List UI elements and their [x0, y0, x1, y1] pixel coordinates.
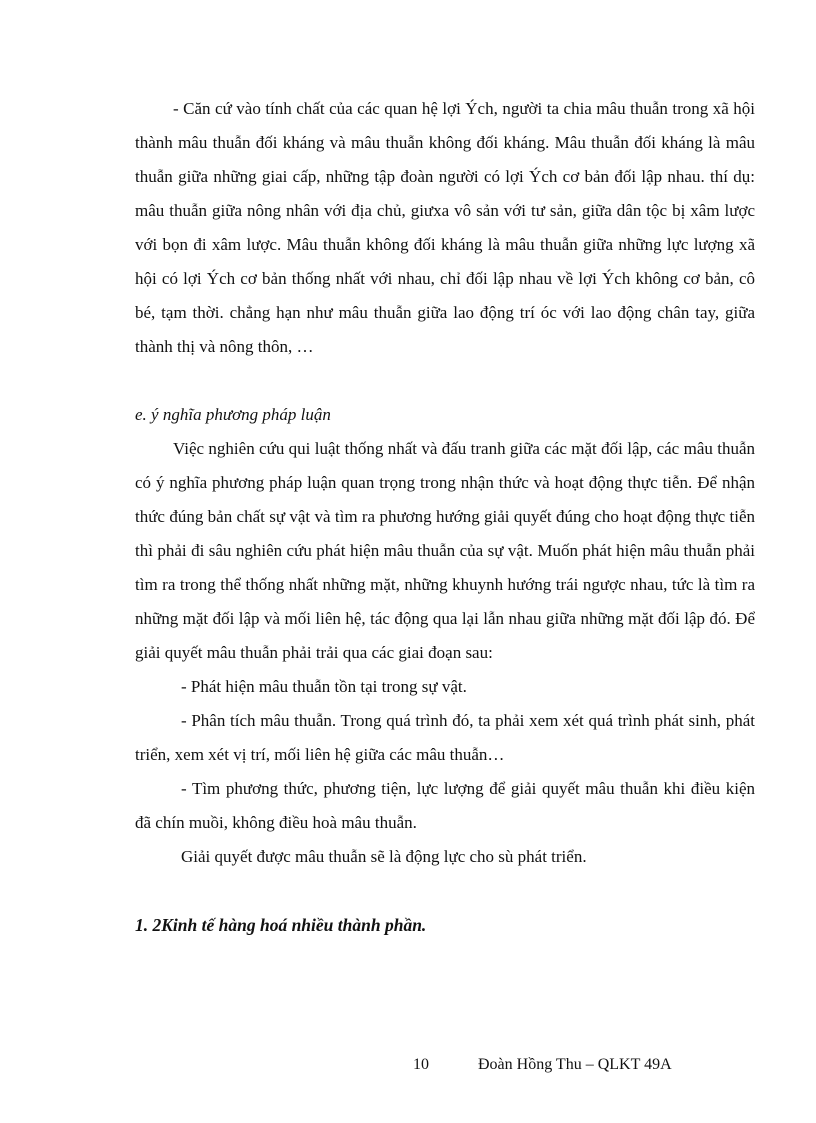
bullet-analyze-contradiction: - Phân tích mâu thuẫn. Trong quá trình đó, ta phải xem xét quá trình phát sinh, phát triển, xem xét vị trí, mối liên hệ giữa các mâu thuẫn…: [135, 711, 755, 764]
bullet-resolve-contradiction: - Tìm phương thức, phương tiện, lực lượng để giải quyết mâu thuẫn khi điều kiện đã chín muồi, không điều hoà mâu thuẫn.: [135, 779, 755, 832]
subheading-methodology: e. ý nghĩa phương pháp luận: [135, 405, 331, 424]
paragraph-conclusion: Giải quyết được mâu thuẫn sẽ là động lực cho sù phát triển.: [181, 847, 587, 866]
section-heading: 1. 2Kinh tế hàng hoá nhiều thành phần.: [135, 915, 427, 935]
document-body: [135, 92, 755, 942]
paragraph-contradiction-types: - Căn cứ vào tính chất của các quan hệ lợi Ých, người ta chia mâu thuẫn trong xã hội thành mâu thuẫn đối kháng và mâu thuẫn không đối kháng. Mâu thuẫn đối kháng là mâu thuẫn giữa những giai cấp, những tập đoàn người có lợi Ých cơ bản đối lập nhau. thí dụ: mâu thuẫn giữa nông nhân với địa chủ, giưxa vô sản với tư sản, giữa dân tộc bị xâm lược với bọn đi xâm lược. Mâu thuẫn không đối kháng là mâu thuẫn giữa những lực lượng xã hội có lợi Ých cơ bản thống nhất với nhau, chỉ đối lập nhau về lợi Ých không cơ bản, cô bé, tạm thời. chẳng hạn như mâu thuẫn giữa lao động trí óc với lao động chân tay, giữa thành thị và nông thôn, …: [135, 99, 755, 356]
page-number: 10: [413, 1056, 429, 1073]
footer-author: Đoàn Hồng Thu – QLKT 49A: [478, 1056, 672, 1073]
paragraph-methodology: Việc nghiên cứu qui luật thống nhất và đấu tranh giữa các mặt đối lập, các mâu thuẫn có ý nghĩa phương pháp luận quan trọng trong nhận thức và hoạt động thực tiễn. Để nhận thức đúng bản chất sự vật và tìm ra phương hướng giải quyết đúng cho hoạt động thực tiễn thì phải đi sâu nghiên cứu phát hiện mâu thuẫn của sự vật. Muốn phát hiện mâu thuẫn phải tìm ra trong thể thống nhất những mặt, những khuynh hướng trái ngược nhau, tức là tìm ra những mặt đối lập và mối liên hệ, tác động qua lại lẫn nhau giữa những mặt đối lập đó. Để giải quyết mâu thuẫn phải trải qua các giai đoạn sau:: [135, 439, 755, 662]
bullet-detect-contradiction: - Phát hiện mâu thuẫn tồn tại trong sự vật.: [181, 677, 467, 696]
page-footer: [0, 1056, 816, 1078]
